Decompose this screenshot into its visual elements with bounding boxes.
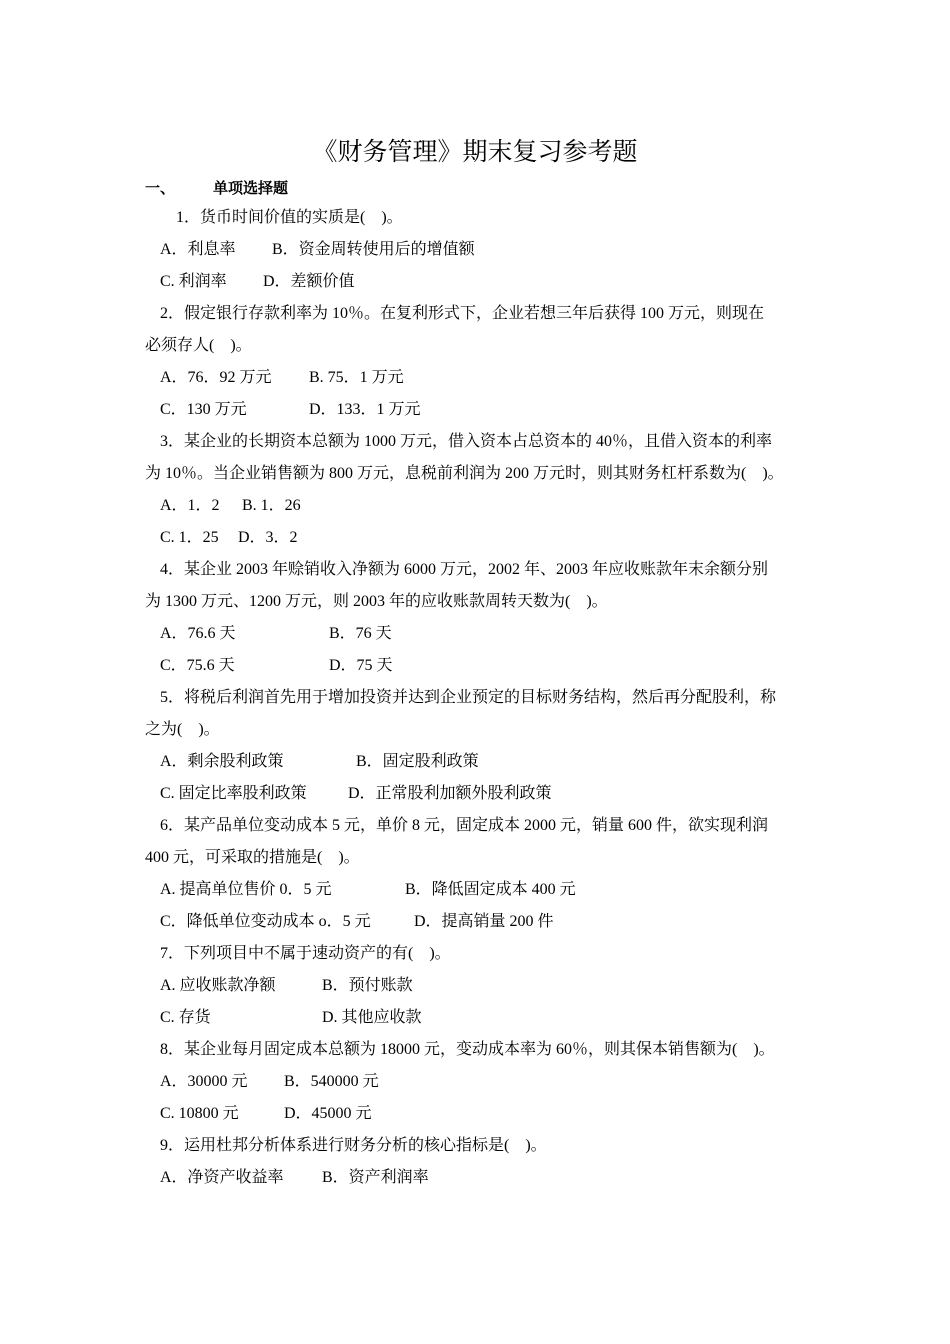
- question-4-text-line-1: 4．某企业 2003 年赊销收入净额为 6000 万元，2002 年、2003 年应收账款年末余额分别: [160, 561, 769, 578]
- question-6-text-line-2: 400 元，可采取的措施是( )。: [145, 849, 360, 866]
- question-4-option-d: D．75 天: [329, 657, 393, 674]
- question-2-option-a: A．76．92 万元: [160, 369, 272, 386]
- section-heading: [145, 176, 288, 200]
- question-3-option-d: D．3．2: [238, 529, 298, 546]
- question-4-option-b: B．76 天: [329, 625, 392, 642]
- question-2-option-b: B. 75．1 万元: [309, 369, 404, 386]
- section-label: 单项选择题: [213, 179, 289, 197]
- question-3-text-line-1: 3．某企业的长期资本总额为 1000 万元，借入资本占总资本的 40％，且借入资本的利率: [160, 433, 773, 450]
- question-5-option-c: C. 固定比率股利政策: [160, 785, 307, 802]
- question-7-option-c: C. 存货: [160, 1009, 211, 1026]
- question-7-option-a: A. 应收账款净额: [160, 977, 276, 994]
- question-8-option-d: D．45000 元: [284, 1105, 372, 1122]
- question-8-option-b: B．540000 元: [284, 1073, 379, 1090]
- question-3-option-b: B. 1．26: [242, 497, 301, 514]
- question-6-option-a: A. 提高单位售价 0．5 元: [160, 881, 332, 898]
- question-5-text-line-2: 之为( )。: [145, 721, 220, 738]
- question-9-option-b: B．资产利润率: [322, 1169, 429, 1186]
- question-2-text-line-2: 必须存人( )。: [145, 337, 252, 354]
- question-3-option-c: C. 1．25: [160, 529, 219, 546]
- question-1-option-c: C. 利润率: [160, 273, 227, 290]
- question-3-option-a: A．1．2: [160, 497, 220, 514]
- document-title: 《财务管理》期末复习参考题: [312, 137, 638, 166]
- question-2-option-c: C．130 万元: [160, 401, 247, 418]
- question-1-option-b: B．资金周转使用后的增值额: [272, 241, 475, 258]
- question-1-option-d: D．差额价值: [263, 273, 355, 290]
- question-4-option-a: A．76.6 天: [160, 625, 236, 642]
- question-4-text-line-2: 为 1300 万元、1200 万元，则 2003 年的应收账款周转天数为( )。: [145, 593, 608, 610]
- question-3-text-line-2: 为 10％。当企业销售额为 800 万元，息税前利润为 200 万元时，则其财务杠杆系数为( )。: [145, 465, 784, 482]
- question-2-option-d: D．133．1 万元: [309, 401, 421, 418]
- question-2-text-line-1: 2．假定银行存款利率为 10％。在复利形式下，企业若想三年后获得 100 万元，则现在: [160, 305, 765, 322]
- question-1-option-a: A．利息率: [160, 241, 236, 258]
- question-7-option-d: D. 其他应收款: [322, 1009, 422, 1026]
- question-6-option-c: C．降低单位变动成本 o．5 元: [160, 913, 371, 930]
- question-9-option-a: A．净资产收益率: [160, 1169, 284, 1186]
- question-6-option-b: B．降低固定成本 400 元: [405, 881, 576, 898]
- question-1-text: 1．货币时间价值的实质是( )。: [176, 209, 403, 226]
- question-6-option-d: D．提高销量 200 件: [414, 913, 554, 930]
- question-5-option-b: B．固定股利政策: [356, 753, 479, 770]
- question-4-option-c: C．75.6 天: [160, 657, 235, 674]
- question-5-text-line-1: 5．将税后利润首先用于增加投资并达到企业预定的目标财务结构，然后再分配股利，称: [160, 689, 777, 706]
- question-5-option-d: D．正常股利加额外股利政策: [348, 785, 552, 802]
- question-8-option-c: C. 10800 元: [160, 1105, 239, 1122]
- question-6-text-line-1: 6．某产品单位变动成本 5 元，单价 8 元，固定成本 2000 元，销量 600 件，欲实现利润: [160, 817, 769, 834]
- question-5-option-a: A．剩余股利政策: [160, 753, 284, 770]
- question-7-text: 7．下列项目中不属于速动资产的有( )。: [160, 945, 451, 962]
- question-8-text: 8．某企业每月固定成本总额为 18000 元，变动成本率为 60％，则其保本销售额为( )。: [160, 1041, 775, 1058]
- question-7-option-b: B．预付账款: [322, 977, 413, 994]
- question-8-option-a: A．30000 元: [160, 1073, 248, 1090]
- question-9-text: 9．运用杜邦分析体系进行财务分析的核心指标是( )。: [160, 1137, 547, 1154]
- section-number: 一、: [145, 179, 176, 197]
